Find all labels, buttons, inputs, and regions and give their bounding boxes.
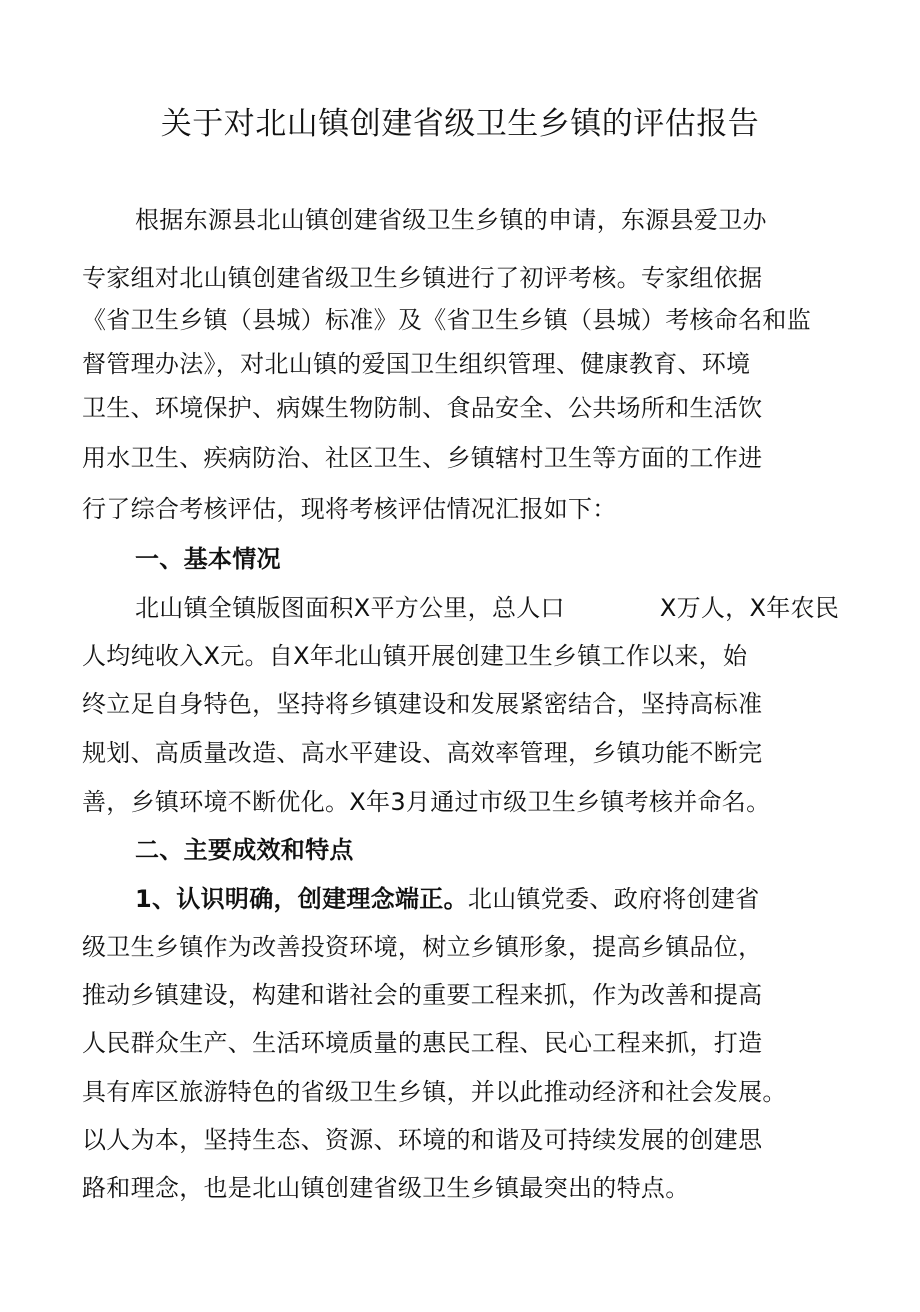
section2-line: 人民群众生产、生活环境质量的惠民工程、民心工程来抓，打造 (82, 1029, 763, 1057)
section2-line: 具有库区旅游特色的省级卫生乡镇，并以此推动经济和社会发展。 (82, 1078, 787, 1106)
intro-line: 行了综合考核评估，现将考核评估情况汇报如下： (82, 495, 617, 523)
section1-line-first-part1: 北山镇全镇版图面积X平方公里，总人口 (135, 594, 565, 622)
section-heading-basic-info: 一、基本情况 (135, 545, 281, 573)
section1-line: 规划、高质量改造、高水平建设、高效率管理，乡镇功能不断完 (82, 739, 763, 767)
intro-line: 卫生、环境保护、病媒生物防制、食品安全、公共场所和生活饮 (82, 394, 763, 422)
section2-line: 级卫生乡镇作为改善投资环境，树立乡镇形象，提高乡镇品位， (82, 933, 763, 961)
section-heading-achievements: 二、主要成效和特点 (135, 836, 354, 864)
section2-item1-first-line (135, 877, 760, 921)
section1-line: 终立足自身特色，坚持将乡镇建设和发展紧密结合，坚持高标准 (82, 690, 763, 718)
section1-line: 人均纯收入X元。自X年北山镇开展创建卫生乡镇工作以来，始 (82, 642, 748, 670)
intro-line: 专家组对北山镇创建省级卫生乡镇进行了初评考核。专家组依据 (82, 264, 763, 292)
intro-line: 《省卫生乡镇（县城）标准》及《省卫生乡镇（县城）考核命名和监 (82, 306, 811, 334)
intro-line: 督管理办法》，对北山镇的爱国卫生组织管理、健康教育、环境 (82, 350, 751, 378)
report-title: 关于对北山镇创建省级卫生乡镇的评估报告 (160, 106, 760, 142)
section1-line: 善，乡镇环境不断优化。X年3月通过市级卫生乡镇考核并命名。 (82, 788, 771, 816)
section2-item1-rest: 北山镇党委、政府将创建省 (467, 885, 760, 913)
section2-line: 推动乡镇建设，构建和谐社会的重要工程来抓，作为改善和提高 (82, 981, 763, 1009)
section1-line-first (135, 586, 839, 630)
intro-line: 根据东源县北山镇创建省级卫生乡镇的申请，东源县爱卫办 (135, 206, 767, 234)
section1-line-first-part2: X万人，X年农民 (659, 594, 840, 622)
intro-line: 用水卫生、疾病防治、社区卫生、乡镇辖村卫生等方面的工作进 (82, 444, 763, 472)
section2-line: 路和理念，也是北山镇创建省级卫生乡镇最突出的特点。 (82, 1174, 690, 1202)
section2-line: 以人为本，坚持生态、资源、环境的和谐及可持续发展的创建思 (82, 1126, 763, 1154)
section2-item1-bold-lead: 1、认识明确，创建理念端正。 (135, 885, 468, 913)
